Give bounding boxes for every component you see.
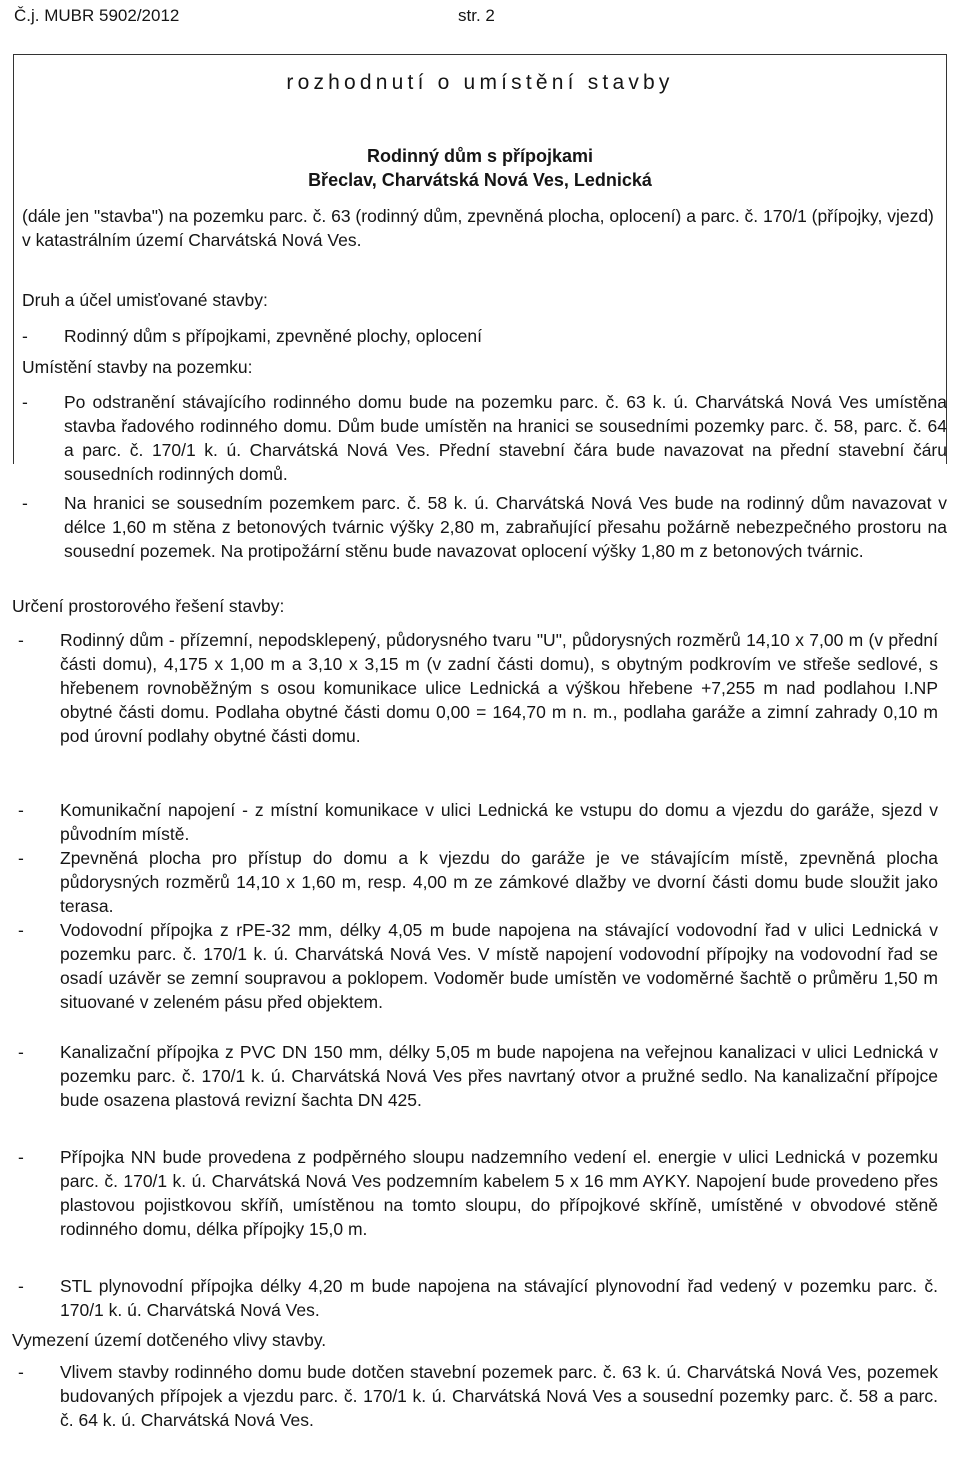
list-item bbox=[18, 1040, 938, 1136]
list-item-text: Rodinný dům - přízemní, nepodsklepený, půdorysného tvaru "U", půdorysných rozměrů 14,10 x 7,00 m (v přední části domu), 4,175 x 1,00 m a 3,10 x 3,15 m (v zadní části domu), s obytným podkrovím ve střeše sedlové, s hřebenem rovnoběžným s osou komunikace ulice Lednická a výškou hřebene +7,255 m nad podlahou I.NP obytné části domu. Podlaha obytné části domu 0,00 = 164,70 m n. m., podlaha garáže a zimní zahrady 0,10 m pod úrovní podlahy obytné části domu. bbox=[60, 630, 938, 746]
intro-paragraph: (dále jen "stavba") na pozemku parc. č. 63 (rodinný dům, zpevněná plocha, oplocení) a parc. č. 170/1 (přípojky, vjezd) v katastrálním území Charvátská Nová Ves. bbox=[22, 206, 934, 250]
list-item-text: Přípojka NN bude provedena z podpěrného sloupu nadzemního vedení el. energie v ulici Lednická v pozemku parc. č. 170/1 k. ú. Charvátská Nová Ves podzemním kabelem 5 x 16 mm AYKY. Napojení bude provedeno přes plastovou pojistkovou skříň, umístěnou na tomto sloupu, do přípojkové skříně, umístěné v obvodové stěně rodinného domu, délka přípojky 15,0 m. bbox=[60, 1147, 938, 1239]
construction-subject bbox=[0, 144, 960, 192]
list-item bbox=[18, 798, 938, 846]
list-item-text: STL plynovodní přípojka délky 4,20 m bude napojena na stávající plynovodní řad vedený v pozemku parc. č. 170/1 k. ú. Charvátská Nová Ves. bbox=[60, 1276, 938, 1320]
list-bullet: - bbox=[18, 800, 24, 820]
list-bullet: - bbox=[18, 1362, 24, 1382]
list-item bbox=[22, 390, 947, 486]
list-bullet: - bbox=[18, 848, 24, 868]
list-item bbox=[22, 324, 947, 348]
list-item-text: Kanalizační přípojka z PVC DN 150 mm, délky 5,05 m bude napojena na veřejnou kanalizaci v ulici Lednická v pozemku parc. č. 170/1 k. ú. Charvátská Nová Ves přes navrtaný otvor a pružné sedlo. Na kanalizační přípojce bude osazena plastová revizní šachta DN 425. bbox=[60, 1042, 938, 1110]
section-heading: Určení prostorového řešení stavby: bbox=[12, 596, 285, 616]
section-heading: Vymezení území dotčeného vlivy stavby. bbox=[12, 1330, 327, 1350]
list-bullet: - bbox=[22, 493, 28, 513]
list-bullet: - bbox=[18, 1042, 24, 1062]
subject-line-1: Rodinný dům s přípojkami bbox=[366, 146, 594, 166]
list-bullet: - bbox=[22, 326, 28, 346]
list-bullet: - bbox=[18, 1147, 24, 1167]
list-item-text: Zpevněná plocha pro přístup do domu a k vjezdu do garáže je ve stávajícím místě, zpevněná plocha půdorysných rozměrů 14,10 x 1,60 m, resp. 4,00 m ze zámkové dlažby ve dvorní části domu bude sloužit jako terasa. bbox=[60, 848, 938, 916]
list-item bbox=[18, 1360, 938, 1432]
list-item-text: Po odstranění stávajícího rodinného domu bude na pozemku parc. č. 63 k. ú. Charvátská Nová Ves umístěna stavba řadového rodinného domu. Dům bude umístěn na hranici se sousedními pozemky parc. č. 58, parc. č. 64 a parc. č. 170/1 k. ú. Charvátská Nová Ves. Přední stavební čára bude navazovat na přední stavební čáru sousedních rodinných domů. bbox=[64, 392, 947, 484]
list-item bbox=[18, 918, 938, 1038]
decision-title: rozhodnutí o umístění stavby bbox=[286, 71, 674, 94]
section-heading: Umístění stavby na pozemku: bbox=[22, 357, 253, 377]
list-item bbox=[18, 846, 938, 918]
subject-line-2: Břeclav, Charvátská Nová Ves, Lednická bbox=[308, 170, 652, 190]
list-bullet: - bbox=[18, 920, 24, 940]
list-item-text: Vlivem stavby rodinného domu bude dotčen stavební pozemek parc. č. 63 k. ú. Charvátská Nová Ves, pozemek budovaných přípojek a vjezdu parc. č. 170/1 k. ú. Charvátská Nová Ves a sousední pozemky parc. č. 58 a parc. č. 64 k. ú. Charvátská Nová Ves. bbox=[60, 1362, 938, 1430]
list-item bbox=[18, 1145, 938, 1265]
list-bullet: - bbox=[18, 630, 24, 650]
list-bullet: - bbox=[18, 1276, 24, 1296]
list-item-text: Vodovodní přípojka z rPE-32 mm, délky 4,05 m bude napojena na stávající vodovodní řad v ulici Lednická v pozemku parc. č. 170/1 k. ú. Charvátská Nová Ves. V místě napojení vodovodní přípojky na vodovodní řad se osadí uzávěr se zemní soupravou a poklopem. Vodoměr bude umístěn ve vodoměrné šachtě o průměru 1,50 m situované v zeleném pásu před objektem. bbox=[60, 920, 938, 1012]
list-item bbox=[18, 1274, 938, 1322]
list-item bbox=[18, 628, 938, 796]
section-heading: Druh a účel umisťované stavby: bbox=[22, 290, 268, 310]
document-reference-number: Č.j. MUBR 5902/2012 bbox=[14, 6, 180, 25]
list-item-text: Komunikační napojení - z místní komunikace v ulici Lednická ke vstupu do domu a vjezdu do garáže, sjezd v původním místě. bbox=[60, 800, 938, 844]
page-number: str. 2 bbox=[458, 6, 495, 25]
list-bullet: - bbox=[22, 392, 28, 412]
list-item-text: Rodinný dům s přípojkami, zpevněné plochy, oplocení bbox=[64, 326, 482, 346]
list-item bbox=[22, 491, 947, 587]
list-item-text: Na hranici se sousedním pozemkem parc. č. 58 k. ú. Charvátská Nová Ves bude na rodinný dům navazovat v délce 1,60 m stěna z betonových tvárnic výšky 2,80 m, zabraňující přesahu požárně nebezpečného prostoru na sousední pozemek. Na protipožární stěnu bude navazovat oplocení výšky 1,80 m z betonových tvárnic. bbox=[64, 493, 947, 561]
page-header bbox=[14, 6, 944, 32]
